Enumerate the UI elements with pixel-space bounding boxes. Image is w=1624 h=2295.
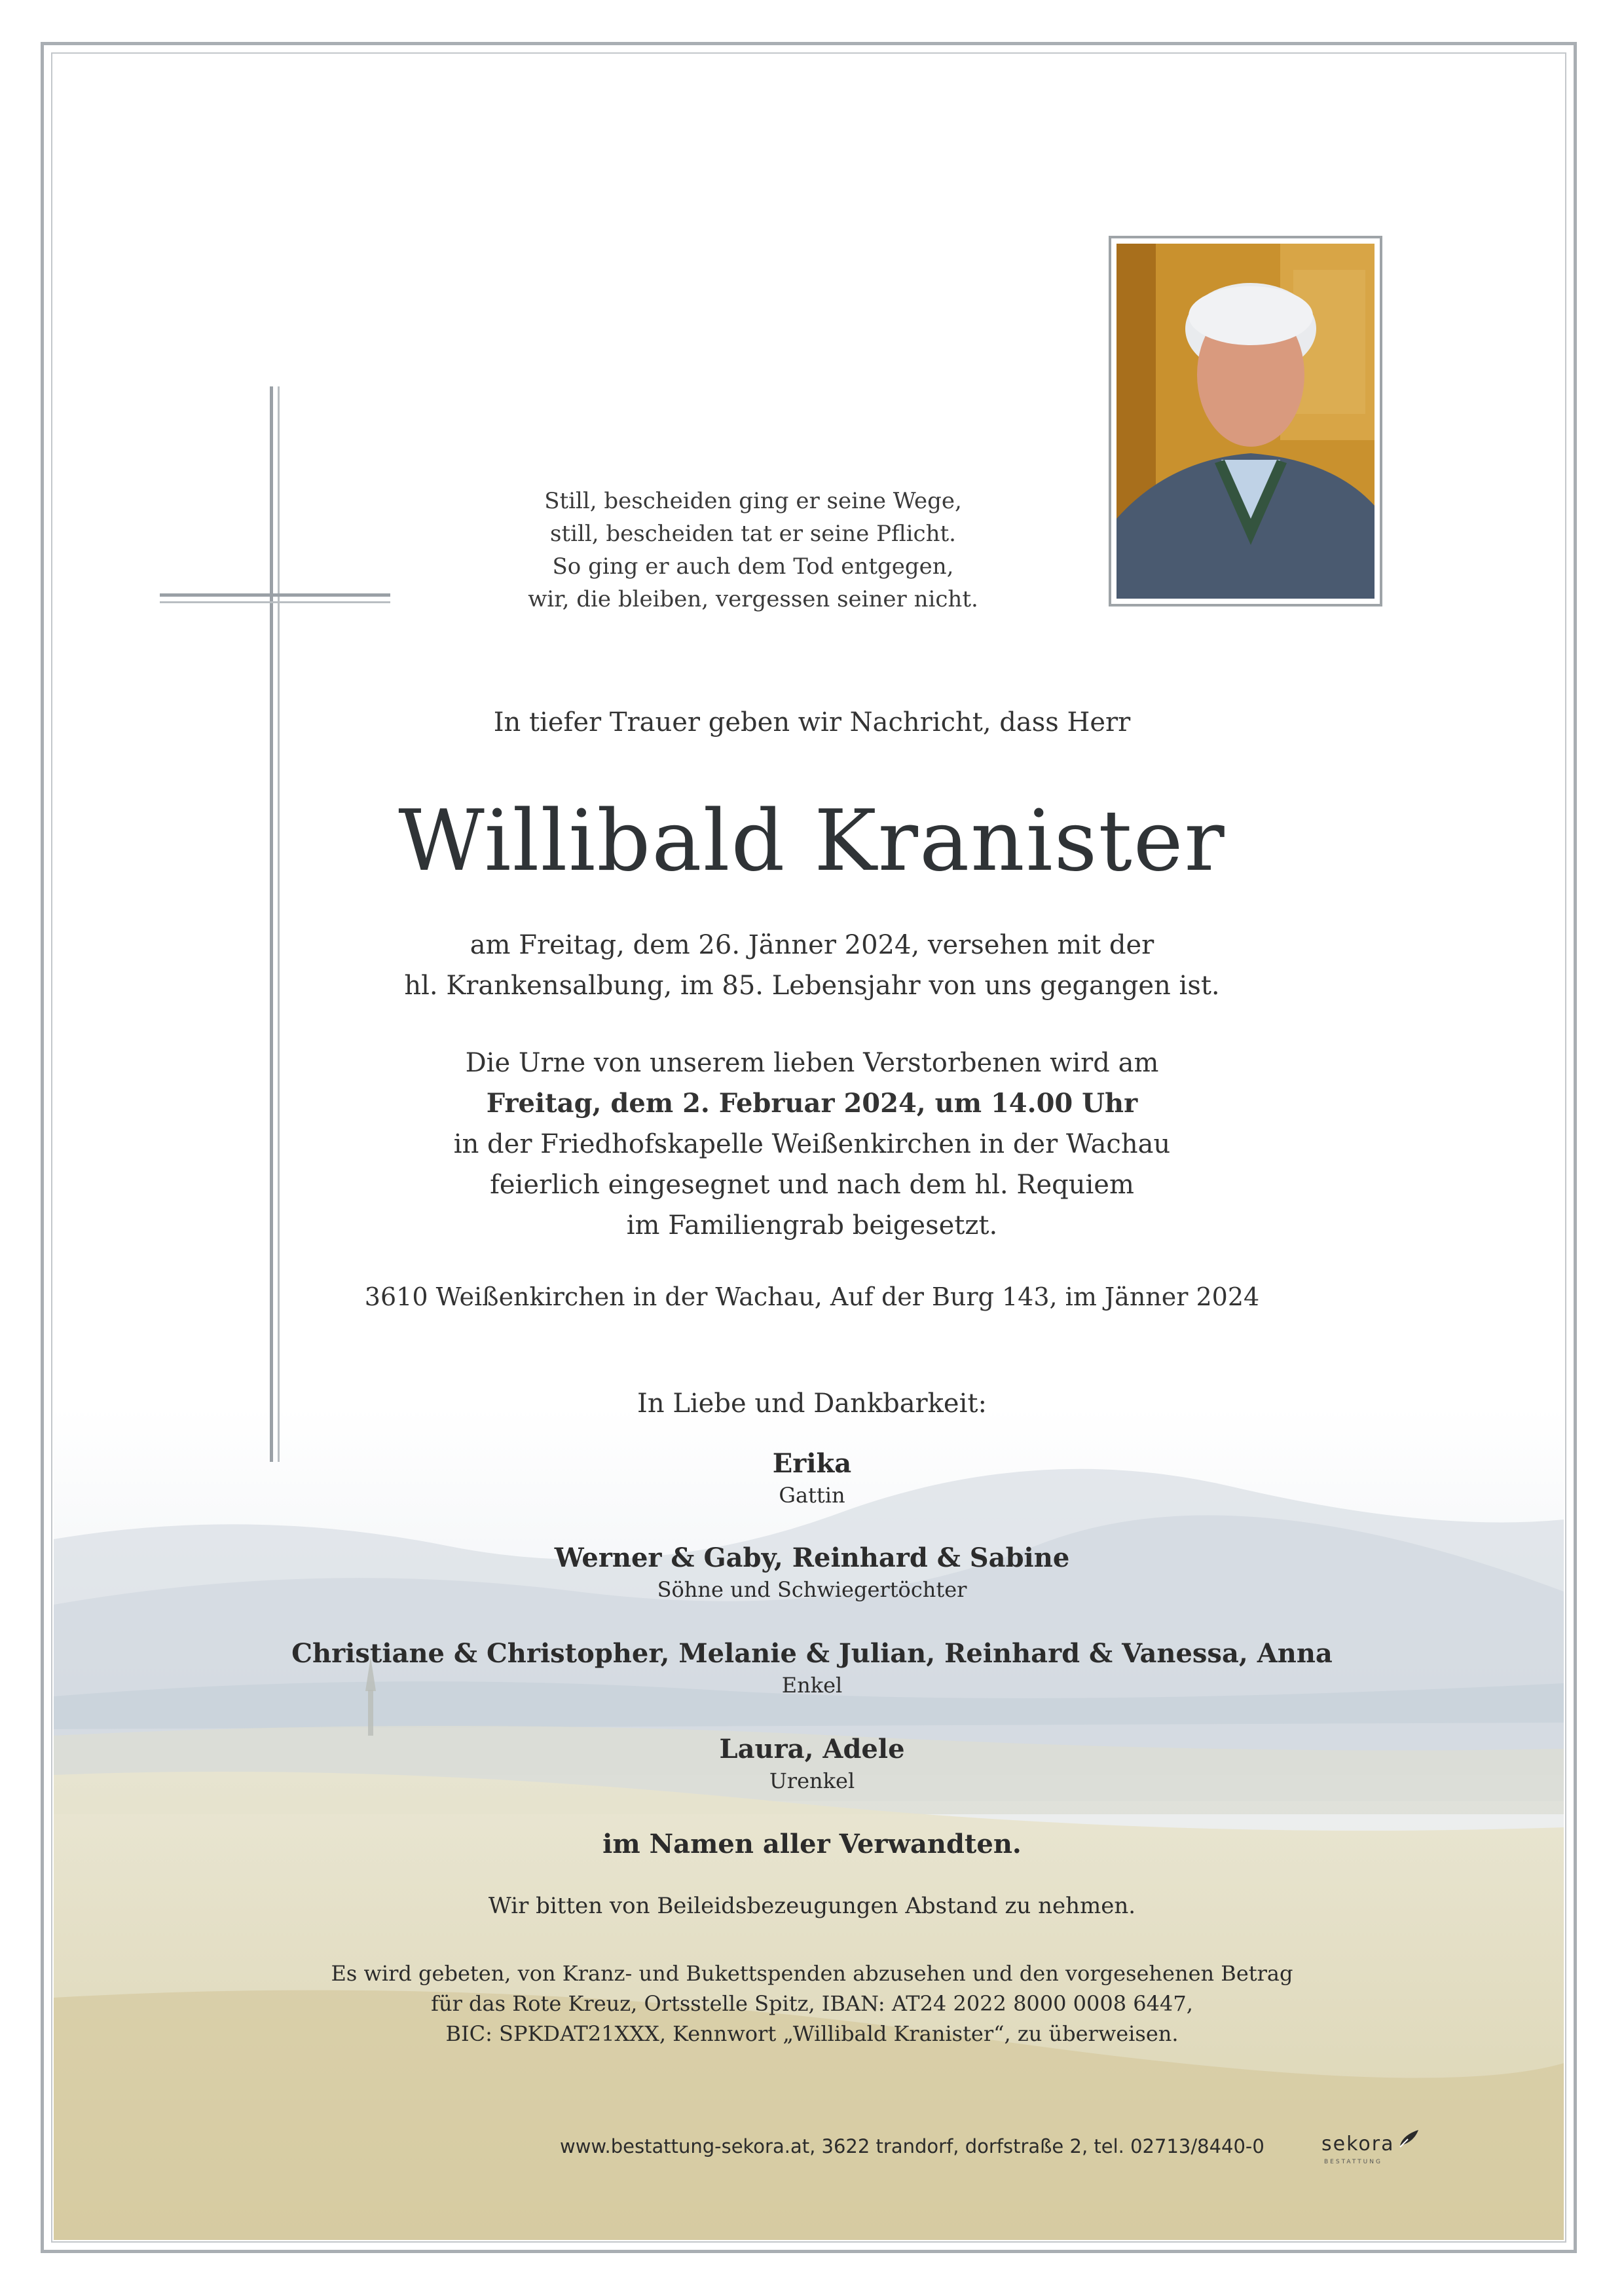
funeral-line: Die Urne von unserem lieben Verstorbenen wird am <box>465 1048 1159 1078</box>
memorial-poem <box>485 485 1022 616</box>
family-relation: Urenkel <box>769 1768 855 1793</box>
poem-line: wir, die bleiben, vergessen seiner nicht. <box>528 586 978 612</box>
family-relation: Gattin <box>779 1483 845 1508</box>
address-line: 3610 Weißenkirchen in der Wachau, Auf der Burg 143, im Jänner 2024 <box>364 1282 1260 1311</box>
footer-contact: www.bestattung-sekora.at, 3622 trandorf, dorfstraße 2, tel. 02713/8440-0 <box>560 2135 1264 2157</box>
poem-line: still, bescheiden tat er seine Pflicht. <box>550 521 956 547</box>
family-group <box>157 1540 1467 1603</box>
donation-line: BIC: SPKDAT21XXX, Kennwort „Willibald Kranister“, zu überweisen. <box>445 2021 1179 2046</box>
closing-line: im Namen aller Verwandten. <box>602 1829 1022 1859</box>
funeral-line: in der Friedhofskapelle Weißenkirchen in der Wachau <box>453 1129 1171 1159</box>
death-notice-line: hl. Krankensalbung, im 85. Lebensjahr von uns gegangen ist. <box>404 971 1220 1001</box>
donation-line: Es wird gebeten, von Kranz- und Bukettspenden abzusehen und den vorgesehenen Betrag <box>331 1961 1293 1986</box>
family-names: Christiane & Christopher, Melanie & Julian, Reinhard & Vanessa, Anna <box>291 1638 1333 1669</box>
gratitude-heading: In Liebe und Dankbarkeit: <box>637 1389 987 1419</box>
logo-subtitle: BESTATTUNG <box>1324 2159 1382 2165</box>
family-names: Erika <box>772 1448 852 1479</box>
family-relation: Söhne und Schwiegertöchter <box>657 1577 967 1602</box>
portrait-photo <box>1109 236 1382 606</box>
funeral-line: im Familiengrab beigesetzt. <box>626 1210 998 1241</box>
sekora-logo <box>1321 2129 1420 2168</box>
deceased-name: Willibald Kranister <box>398 793 1226 890</box>
funeral-line: feierlich eingesegnet und nach dem hl. Requiem <box>490 1170 1134 1200</box>
family-group <box>157 1732 1467 1795</box>
donation-note <box>157 1958 1467 2049</box>
family-relation: Enkel <box>781 1673 843 1698</box>
intro-text: In tiefer Trauer geben wir Nachricht, dass Herr <box>493 707 1131 737</box>
poem-line: So ging er auch dem Tod entgegen, <box>552 553 954 580</box>
family-names: Werner & Gaby, Reinhard & Sabine <box>554 1542 1070 1573</box>
condolence-request: Wir bitten von Beileidsbezeugungen Abstand zu nehmen. <box>488 1893 1136 1919</box>
poem-line: Still, bescheiden ging er seine Wege, <box>544 488 962 514</box>
funeral-date: Freitag, dem 2. Februar 2024, um 14.00 Uhr <box>486 1088 1138 1119</box>
funeral-details <box>157 1043 1467 1246</box>
death-notice-line: am Freitag, dem 26. Jänner 2024, versehen mit der <box>470 930 1154 960</box>
cross-icon-inner-horizontal <box>160 601 390 603</box>
logo-text: sekora <box>1321 2133 1395 2155</box>
leaf-icon <box>1399 2129 1420 2148</box>
death-notice <box>157 925 1467 1006</box>
cross-icon-horizontal <box>160 593 390 597</box>
donation-line: für das Rote Kreuz, Ortsstelle Spitz, IBAN: AT24 2022 8000 0008 6447, <box>431 1991 1193 2016</box>
family-names: Laura, Adele <box>719 1734 905 1764</box>
family-group <box>157 1446 1467 1509</box>
family-group <box>157 1636 1467 1699</box>
